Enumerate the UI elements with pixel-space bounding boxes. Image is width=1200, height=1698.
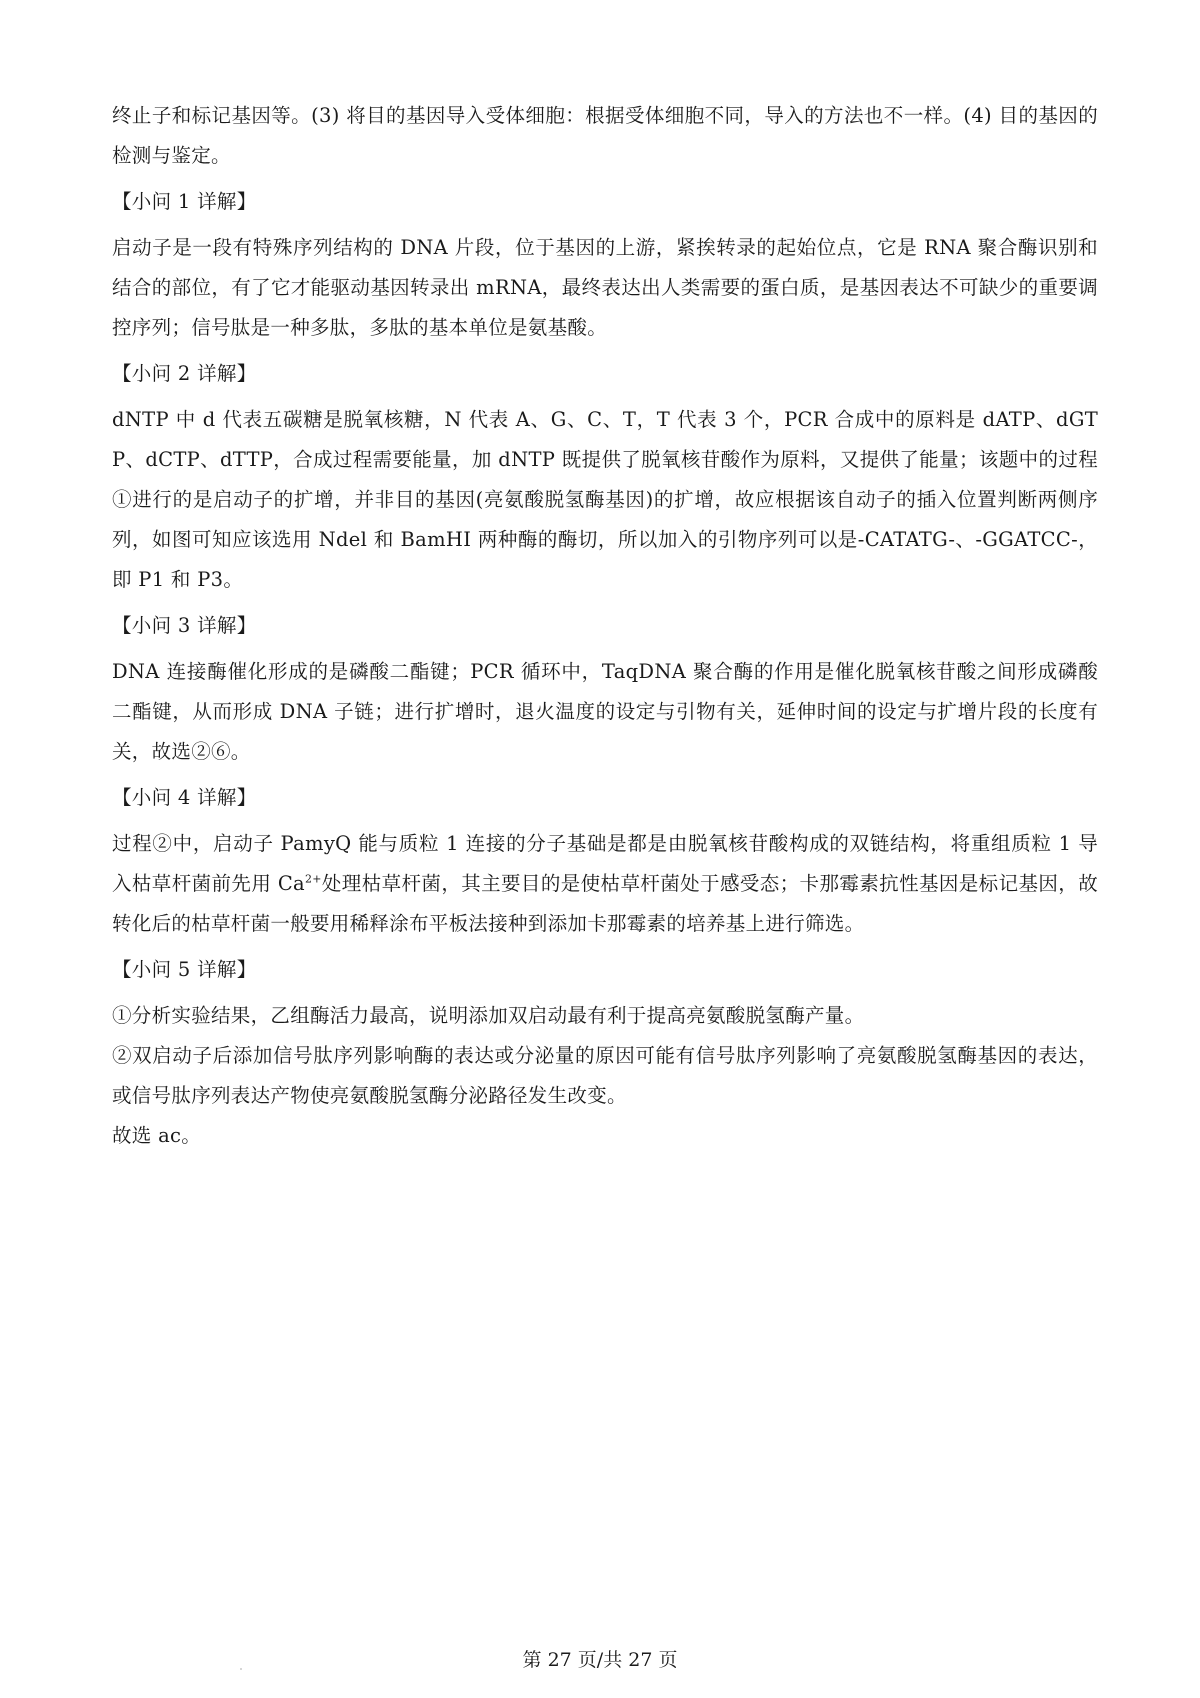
q4-answer bbox=[112, 824, 1098, 944]
calcium-charge-superscript: 2+ bbox=[304, 872, 322, 886]
q5-heading: 【小问 5 详解】 bbox=[112, 958, 257, 981]
document-body bbox=[112, 96, 1098, 1156]
q4-text-part2: 处理枯草杆菌，其主要目的是使枯草杆菌处于感受态；卡那霉素抗性基因是标记基因，故转化后的枯草杆菌一般要用稀释涂布平板法接种到添加卡那霉素的培养基上进行筛选。 bbox=[112, 872, 1098, 935]
q1-heading: 【小问 1 详解】 bbox=[112, 190, 257, 213]
intro-paragraph: 终止子和标记基因等。(3) 将目的基因导入受体细胞：根据受体细胞不同，导入的方法也不一样。(4) 目的基因的检测与鉴定。 bbox=[112, 104, 1098, 167]
q5-item-1: ①分析实验结果，乙组酶活力最高，说明添加双启动最有利于提高亮氨酸脱氢酶产量。 bbox=[112, 1004, 865, 1027]
q5-item-2: ②双启动子后添加信号肽序列影响酶的表达或分泌量的原因可能有信号肽序列影响了亮氨酸脱氢酶基因的表达，或信号肽序列表达产物使亮氨酸脱氢酶分泌路径发生改变。 bbox=[112, 1044, 1098, 1107]
q1-answer: 启动子是一段有特殊序列结构的 DNA 片段，位于基因的上游，紧挨转录的起始位点，它是 RNA 聚合酶识别和结合的部位，有了它才能驱动基因转录出 mRNA，最终表达出人类需要的蛋白质，是基因表达不可缺少的重要调控序列；信号肽是一种多肽，多肽的基本单位是氨基酸。 bbox=[112, 236, 1098, 339]
q3-answer: DNA 连接酶催化形成的是磷酸二酯键；PCR 循环中，TaqDNA 聚合酶的作用是催化脱氧核苷酸之间形成磷酸二酯键，从而形成 DNA 子链；进行扩增时，退火温度的设定与引物有关，延伸时间的设定与扩增片段的长度有关，故选②⑥。 bbox=[112, 660, 1098, 763]
q5-conclusion: 故选 ac。 bbox=[112, 1124, 202, 1147]
q4-heading: 【小问 4 详解】 bbox=[112, 786, 257, 809]
q2-heading: 【小问 2 详解】 bbox=[112, 362, 257, 385]
q4-text-part1: 过程②中，启动子 PamyQ 能与质粒 1 连接的分子基础是都是由脱氧核苷酸构成的双链结构，将重组质粒 1 导入枯草杆菌前先用 Ca bbox=[112, 832, 1098, 895]
q3-heading: 【小问 3 详解】 bbox=[112, 614, 257, 637]
page-number-footer: 第 27 页/共 27 页 bbox=[522, 1649, 678, 1671]
q2-answer: dNTP 中 d 代表五碳糖是脱氧核糖，N 代表 A、G、C、T，T 代表 3 个，PCR 合成中的原料是 dATP、dGTP、dCTP、dTTP，合成过程需要能量，加 dNTP 既提供了脱氧核苷酸作为原料，又提供了能量；该题中的过程①进行的是启动子的扩增，并非目的基因(亮氨酸脱氢酶基因)的扩增，故应根据该自动子的插入位置判断两侧序列，如图可知应该选用 Ndel 和 BamHI 两种酶的酶切，所以加入的引物序列可以是-CATATG-、-GGATCC-，即 P1 和 P3。 bbox=[112, 408, 1098, 591]
